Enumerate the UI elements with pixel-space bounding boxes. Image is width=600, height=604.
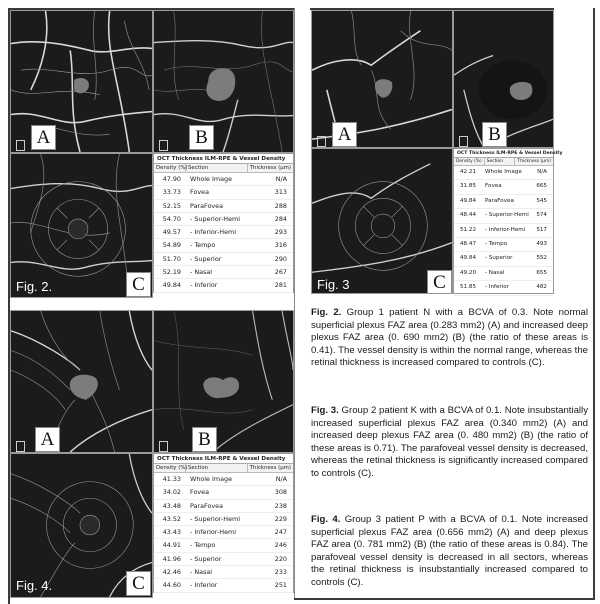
oct-panel-a (10, 10, 153, 153)
cell-density: 49.57 (162, 228, 181, 237)
cell-section: - Superior (190, 554, 222, 563)
column-header-thickness: Thickness (µm) (249, 465, 291, 471)
cell-section: - Inferior-Hemi (190, 528, 237, 537)
cell-thickness: 246 (274, 541, 287, 550)
cell-thickness: 665 (536, 183, 547, 190)
cell-section: - Nasal (190, 268, 213, 277)
cell-thickness: 552 (536, 255, 547, 262)
table-body (454, 166, 553, 296)
caption-fig-3 (311, 405, 588, 481)
column-header-density: Density (%) (156, 465, 188, 471)
scale-bar-icon (16, 441, 25, 452)
oct-thickness-table (153, 153, 294, 293)
table-row (154, 553, 293, 566)
cell-density: 49.84 (459, 197, 476, 204)
vessel-map-deep (154, 11, 293, 152)
table-title: OCT Thickness ILM-RPE & Vessel Density (154, 454, 293, 464)
vessel-map-deep (154, 311, 293, 452)
oct-panel-a (10, 310, 153, 453)
cell-density: 43.52 (162, 514, 181, 523)
scale-bar-icon (159, 441, 168, 452)
cell-density: 33.73 (162, 188, 181, 197)
cell-section: - Tempo (190, 541, 216, 550)
frame-right-line (593, 8, 595, 600)
column-header-section: Section (186, 164, 248, 172)
cell-thickness: 293 (274, 228, 287, 237)
caption-text: Group 1 patient N with a BCVA of 0.3. Note normal superficial plexus FAZ area (0.283 mm2) (A) and increased deep plexus FAZ area (0. 690 mm2) (B) (the ratio of these areas is 0.41). The vessel density is within the normal range, whereas the retinal thickness is increased compared to controls (C). (311, 307, 588, 369)
table-row (454, 166, 553, 180)
table-row (154, 253, 293, 266)
table-row (454, 252, 553, 266)
table-row (454, 209, 553, 223)
column-header-section: Section (485, 158, 516, 165)
cell-section: Whole Image (190, 175, 233, 183)
cell-section: - Inferior-Hemi (190, 228, 237, 237)
table-row (154, 239, 293, 252)
frame-bottom-line (294, 598, 595, 600)
cell-density: 44.60 (162, 581, 181, 590)
cell-density: 52.15 (162, 201, 181, 210)
cell-density: 51.22 (459, 226, 476, 233)
table-body (154, 173, 293, 293)
cell-thickness: N/A (275, 175, 287, 183)
table-row (454, 224, 553, 238)
cell-density: 48.44 (459, 212, 476, 219)
cell-thickness: 284 (274, 214, 287, 223)
figure-2 (10, 10, 294, 298)
table-row (154, 226, 293, 239)
table-row (154, 486, 293, 499)
cell-section: Fovea (485, 183, 502, 190)
column-header-density: Density (%) (156, 165, 188, 171)
table-title: OCT Thickness ILM-RPE & Vessel Density (454, 149, 553, 158)
caption-fig-2 (311, 307, 588, 370)
cell-thickness: 229 (274, 514, 287, 523)
cell-section: ParaFovea (190, 501, 224, 510)
panel-label-c: C (126, 571, 151, 596)
caption-lead: Fig. 2. (311, 307, 342, 318)
cell-section: - Inferior (190, 281, 218, 290)
cell-section: Whole Image (190, 475, 233, 483)
cell-section: - Superior (190, 254, 222, 263)
table-row (154, 279, 293, 292)
cell-section: - Superior-Hemi (190, 514, 241, 523)
oct-thickness-table (453, 148, 563, 294)
cell-density: 47.90 (162, 175, 181, 183)
cell-thickness: 517 (536, 226, 547, 233)
cell-section: - Superior (485, 255, 513, 262)
figure-label: Fig. 2. (16, 279, 53, 294)
table-row (454, 195, 553, 209)
table-row (154, 539, 293, 552)
cell-section: - Tempo (485, 240, 508, 247)
cell-density: 49.84 (162, 281, 181, 290)
cell-section: - Tempo (190, 241, 216, 250)
cell-thickness: 288 (274, 201, 287, 210)
cell-density: 34.02 (162, 488, 181, 497)
cell-section: ParaFovea (485, 197, 514, 204)
cell-thickness: N/A (275, 475, 287, 483)
oct-panel-b (153, 10, 294, 153)
column-header-thickness: Thickness (µm) (249, 165, 291, 171)
table-row (454, 238, 553, 252)
cell-section: - Superior-Hemi (485, 212, 529, 219)
caption-lead: Fig. 4. (311, 514, 341, 525)
panel-label-a: A (31, 125, 56, 150)
panel-label-b: B (192, 427, 217, 452)
table-row (154, 473, 293, 486)
figure-label: Fig. 3 (317, 277, 350, 292)
cell-thickness: 267 (274, 268, 287, 277)
cell-density: 42.21 (459, 169, 476, 175)
scale-bar-icon (459, 136, 468, 147)
table-row (154, 513, 293, 526)
oct-panel-b (153, 310, 294, 453)
cell-thickness: 281 (274, 281, 287, 290)
cell-thickness: 233 (274, 568, 287, 577)
cell-section: - Nasal (485, 269, 505, 276)
table-row (154, 579, 293, 592)
table-row (154, 173, 293, 186)
cell-section: ParaFovea (190, 201, 224, 210)
cell-density: 43.43 (162, 528, 181, 537)
cell-thickness: 220 (274, 554, 287, 563)
cell-density: 49.20 (459, 269, 476, 276)
panel-label-b: B (189, 125, 214, 150)
figure-3 (311, 10, 563, 294)
cell-density: 54.70 (162, 214, 181, 223)
oct-panel-c (311, 148, 453, 294)
cell-section: Fovea (190, 488, 209, 497)
cell-section: - Inferior (485, 284, 509, 291)
column-header-section: Section (186, 464, 248, 472)
figure-4 (10, 310, 294, 602)
cell-section: - Superior-Hemi (190, 214, 241, 223)
scale-bar-icon (317, 136, 326, 147)
cell-section: - Inferior (190, 581, 218, 590)
vessel-map-superficial (11, 311, 152, 452)
caption-fig-4 (311, 514, 588, 590)
cell-density: 42.46 (162, 568, 181, 577)
oct-panel-c (10, 453, 153, 598)
cell-thickness: 251 (274, 581, 287, 590)
cell-thickness: 316 (274, 241, 287, 250)
table-row (154, 266, 293, 279)
column-header-thickness: Thickness (µm) (517, 159, 551, 164)
cell-thickness: 290 (274, 254, 287, 263)
cell-thickness: 655 (536, 269, 547, 276)
table-header (154, 164, 293, 173)
cell-density: 41.96 (162, 554, 181, 563)
figure-label: Fig. 4. (16, 578, 53, 593)
table-title: OCT Thickness ILM-RPE & Vessel Density (154, 154, 293, 164)
oct-panel-b (453, 10, 554, 148)
cell-density: 49.84 (459, 255, 476, 262)
cell-section: - Inferior-Hemi (485, 226, 526, 233)
cell-density: 43.48 (162, 501, 181, 510)
cell-density: 51.85 (459, 284, 476, 291)
scale-bar-icon (159, 140, 168, 151)
cell-thickness: 238 (274, 501, 287, 510)
panel-label-a: A (35, 427, 60, 452)
cell-density: 31.85 (459, 183, 476, 190)
cell-thickness: 493 (536, 240, 547, 247)
cell-density: 52.19 (162, 268, 181, 277)
cell-density: 44.91 (162, 541, 181, 550)
table-header (454, 158, 553, 166)
cell-thickness: 247 (274, 528, 287, 537)
table-row (154, 526, 293, 539)
cell-thickness: 482 (536, 284, 547, 291)
table-body (154, 473, 293, 593)
panel-label-b: B (482, 122, 507, 147)
cell-density: 54.89 (162, 241, 181, 250)
caption-text: Group 2 patient K with a BCVA of 0.1. Note insubstantially increased superficial plexus FAZ area (0.340 mm2) (A) and increased deep plexus FAZ area (0. 480 mm2) (B) (the ratio of these areas is 0.71). The parafoveal vessel density is decreased, whereas the retinal thickness is significantly increased compared to controls (C). (311, 405, 588, 479)
panel-label-c: C (427, 270, 452, 294)
column-header-density: Density (%) (454, 158, 485, 165)
cell-density: 48.47 (459, 240, 476, 247)
panel-label-c: C (126, 272, 151, 297)
oct-thickness-table (153, 453, 294, 593)
cell-section: Whole Image (485, 169, 522, 175)
table-row (154, 213, 293, 226)
cell-thickness: 308 (274, 488, 287, 497)
cell-thickness: 313 (274, 188, 287, 197)
table-row (154, 500, 293, 513)
caption-lead: Fig. 3. (311, 405, 339, 416)
oct-panel-c (10, 153, 153, 298)
cell-density: 41.33 (162, 475, 181, 483)
caption-text: Group 3 patient P with a BCVA of 0.1. Note increased superficial plexus FAZ area (0.656 mm2) (A) and deep plexus FAZ area (0. 781 mm2) (B) (the ratio of these areas is 0.84). The parafoveal vessel density is decreased in all sectors, whereas the retinal thickness is insubstantially increased compared to controls (C). (311, 514, 589, 588)
table-row (454, 281, 553, 295)
table-row (154, 566, 293, 579)
oct-panel-a (311, 10, 453, 148)
cell-thickness: N/A (537, 169, 547, 175)
table-row (154, 200, 293, 213)
table-header (154, 464, 293, 473)
table-row (154, 186, 293, 199)
panel-label-a: A (332, 122, 357, 147)
cell-thickness: 545 (536, 197, 547, 204)
cell-section: Fovea (190, 188, 209, 197)
cell-thickness: 574 (536, 212, 547, 219)
frame-mid-left-line (294, 8, 295, 598)
table-row (454, 180, 553, 194)
cell-density: 51.70 (162, 254, 181, 263)
scale-bar-icon (16, 140, 25, 151)
cell-section: - Nasal (190, 568, 213, 577)
table-row (454, 267, 553, 281)
